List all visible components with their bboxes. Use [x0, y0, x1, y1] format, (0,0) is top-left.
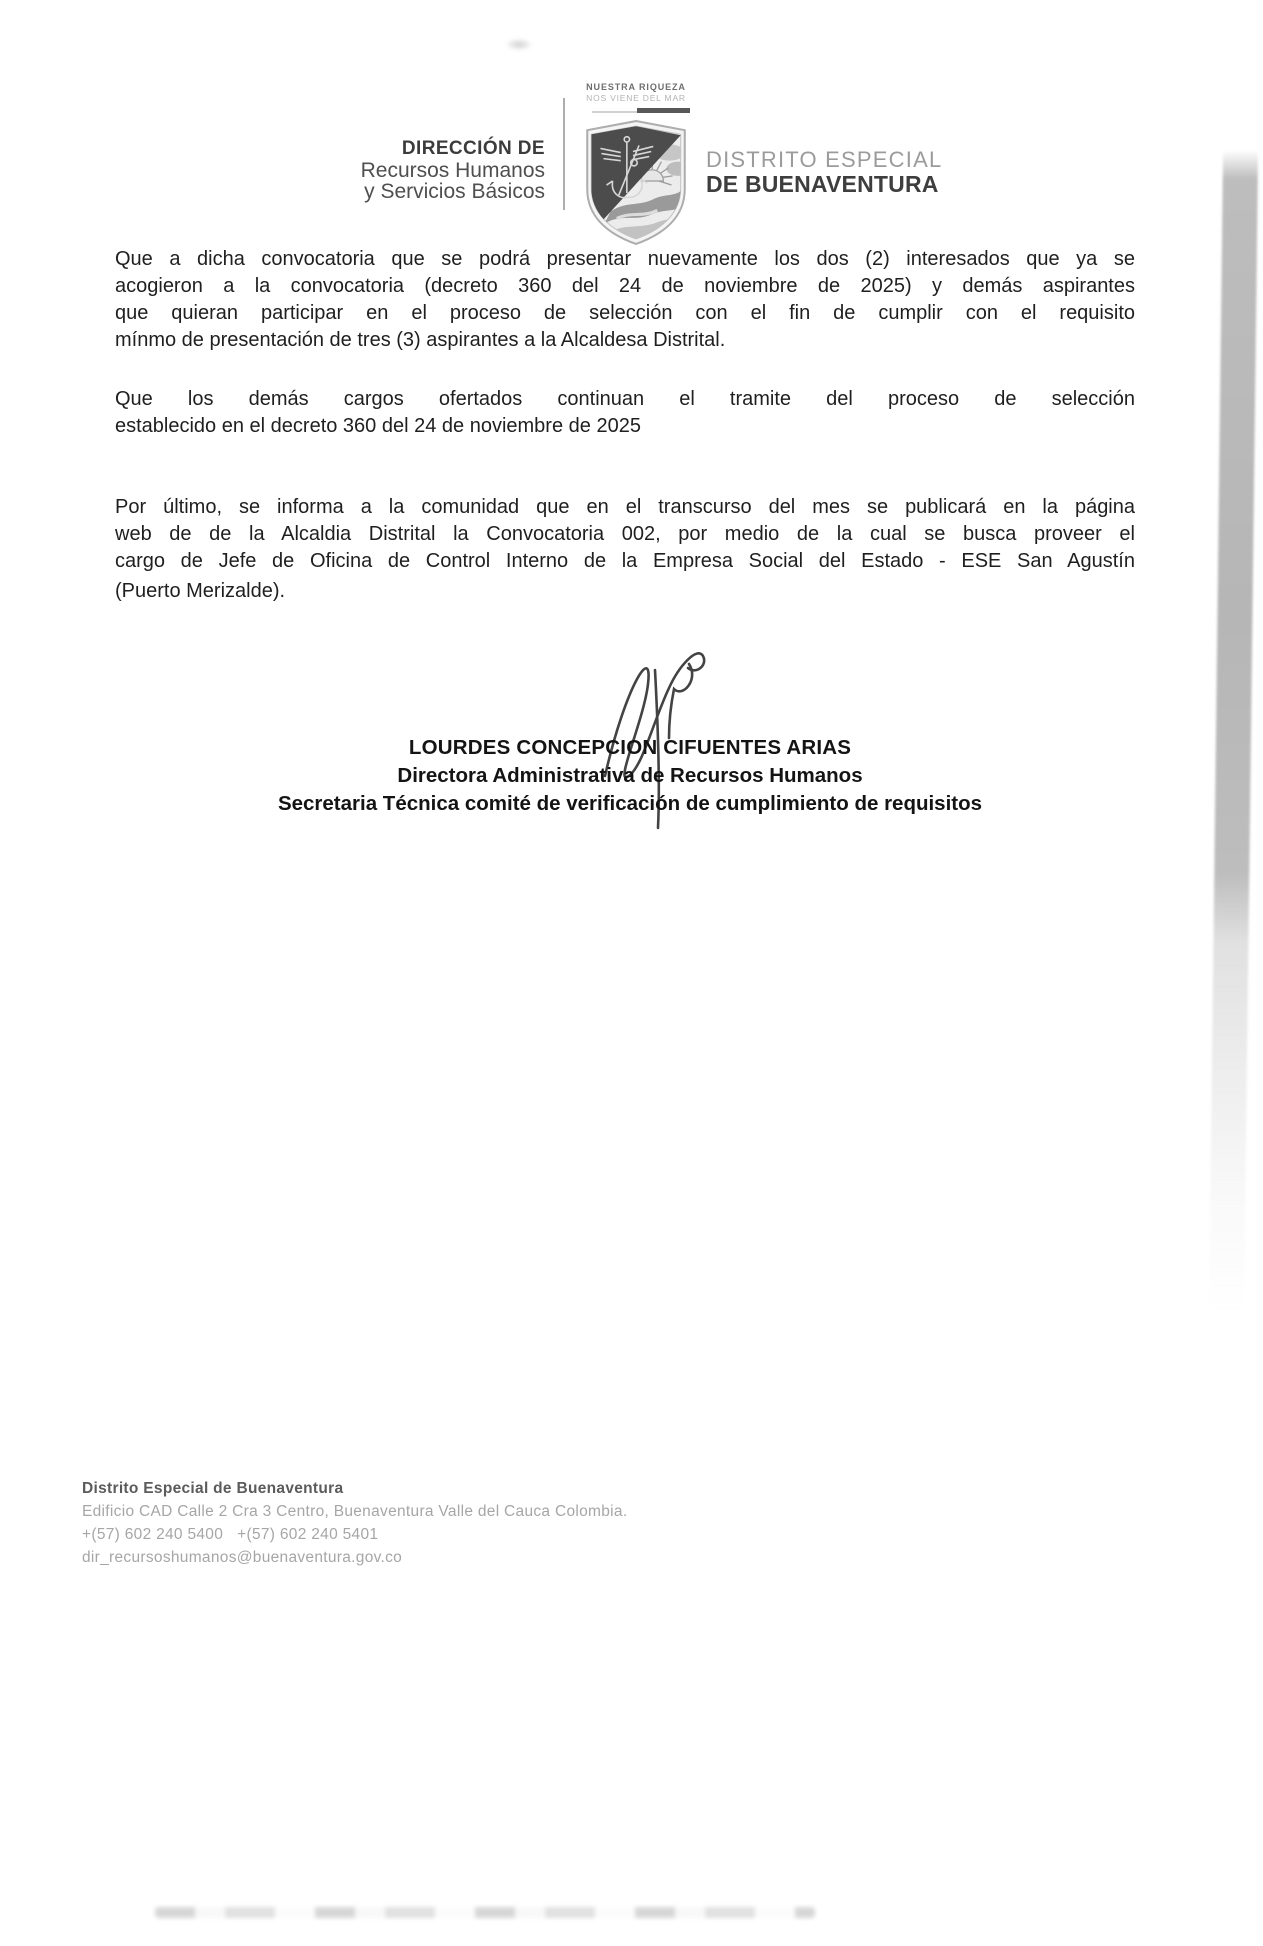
- signer-role: Secretaria Técnica comité de verificación de cumplimiento de requisitos: [277, 792, 983, 815]
- district-line2: DE BUENAVENTURA: [706, 171, 939, 197]
- paragraph-line: (Puerto Merizalde).: [115, 580, 286, 602]
- district-line1: DISTRITO ESPECIAL: [706, 147, 943, 172]
- paragraph-por-ultimo: [115, 494, 1135, 605]
- paragraph-convocatoria: [115, 246, 1135, 354]
- scan-smudge-bottom: [155, 1907, 815, 1918]
- signer-name: LOURDES CONCEPCION CIFUENTES ARIAS: [408, 736, 852, 759]
- letterhead-department: [250, 138, 545, 202]
- footer-phones: [82, 1523, 627, 1546]
- signature-block: [110, 734, 1150, 818]
- paragraph-line: acogieron a la convocatoria (decreto 360 del 24 de noviembre de 2025) y demás aspirantes: [115, 275, 1135, 297]
- signer-title: Directora Administrativa de Recursos Humanos: [397, 764, 863, 787]
- footer-phone-2: +(57) 602 240 5401: [237, 1526, 379, 1543]
- department-line3: y Servicios Básicos: [364, 180, 545, 203]
- department-line2: Recursos Humanos: [360, 159, 545, 182]
- scan-streak-right-edge: [1209, 150, 1258, 1315]
- paragraph-line: establecido en el decreto 360 del 24 de noviembre de 2025: [115, 415, 641, 437]
- paragraph-line: que quieran participar en el proceso de selección con el fin de cumplir con el requisito: [115, 302, 1135, 324]
- paragraph-line: Por último, se informa a la comunidad que en el transcurso del mes se publicará en la página: [115, 496, 1135, 518]
- paragraph-line: web de de la Alcaldia Distrital la Convocatoria 002, por medio de la cual se busca proveer el: [115, 523, 1135, 545]
- crest-tagline-line1: NUESTRA RIQUEZA: [586, 82, 686, 92]
- scan-smudge-top: [505, 38, 533, 51]
- paragraph-line: Que a dicha convocatoria que se podrá presentar nuevamente los dos (2) interesados que ya se: [115, 248, 1135, 270]
- buenaventura-crest-icon: [580, 118, 692, 248]
- footer-organization: Distrito Especial de Buenaventura: [82, 1480, 344, 1497]
- header-divider-line: [563, 98, 565, 210]
- letter-footer: [82, 1477, 627, 1569]
- footer-address: Edificio CAD Calle 2 Cra 3 Centro, Buenaventura Valle del Cauca Colombia.: [82, 1503, 628, 1520]
- tagline-underline-dark: [637, 108, 690, 113]
- paragraph-line: mínmo de presentación de tres (3) aspirantes a la Alcaldesa Distrital.: [115, 329, 726, 351]
- department-title: DIRECCIÓN DE: [401, 138, 545, 159]
- crest-tagline: [556, 82, 716, 103]
- paragraph-line: Que los demás cargos ofertados continuan el tramite del proceso de selección: [115, 388, 1135, 410]
- footer-phone-1: +(57) 602 240 5400: [82, 1526, 224, 1543]
- crest-tagline-line2: NOS VIENE DEL MAR: [586, 93, 686, 103]
- footer-email: dir_recursoshumanos@buenaventura.gov.co: [82, 1549, 403, 1566]
- letterhead-district: [706, 148, 942, 197]
- paragraph-line: cargo de Jefe de Oficina de Control Interno de la Empresa Social del Estado - ESE San Agustín: [115, 550, 1135, 572]
- paragraph-demas-cargos: [115, 386, 1135, 440]
